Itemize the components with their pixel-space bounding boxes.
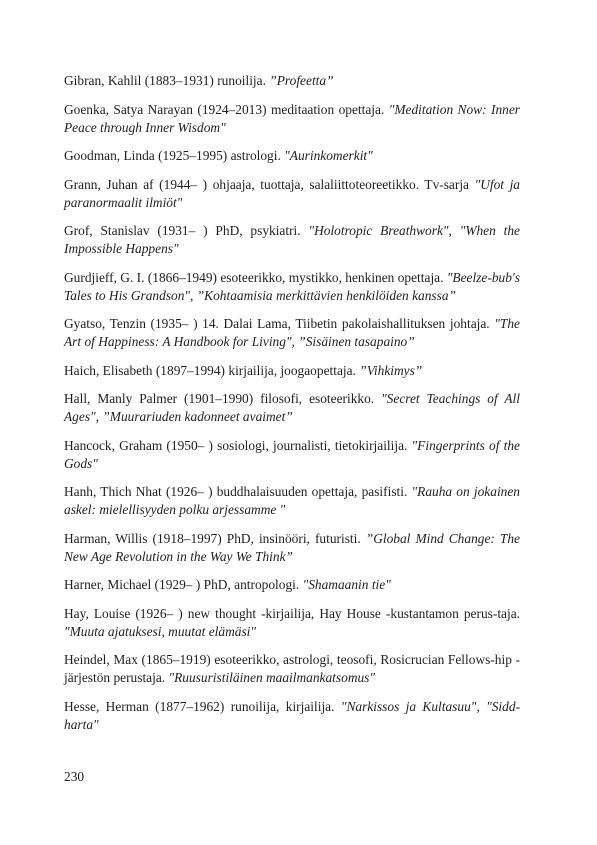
list-item (64, 315, 520, 351)
list-item (64, 576, 520, 594)
list-item (64, 101, 520, 137)
entry-work-titles: "Shamaanin tie" (302, 577, 391, 592)
entry-work-titles: "Secret Teachings of All Ages", ”Muurariuden kadonneet avaimet” (64, 391, 520, 424)
list-item (64, 222, 520, 258)
list-item (64, 362, 520, 380)
entry-description: Hay, Louise (1926– ) new thought -kirjailija, Hay House -kustantamon perus-taja. (64, 605, 520, 621)
entry-description: Hancock, Graham (1950– ) sosiologi, journalisti, tietokirjailija. (64, 437, 412, 453)
list-item (64, 72, 520, 90)
entry-description: Hanh, Thich Nhat (1926– ) buddhalaisuuden opettaja, pasifisti. (64, 484, 412, 499)
list-item (64, 651, 520, 687)
entry-description: Harner, Michael (1929– ) PhD, antropologi. (64, 577, 303, 592)
list-item (64, 530, 520, 566)
entry-work-titles: "Beelze-bub's Tales to His Grandson", ”Kohtaamisia merkittävien henkilöiden kanssa” (64, 269, 520, 303)
list-item (64, 269, 520, 305)
entry-work-titles: "Ufot ja paranormaalit ilmiöt" (64, 176, 520, 210)
entry-description: Harman, Willis (1918–1997) PhD, insinööri, futuristi. (64, 530, 366, 546)
entry-description: Gyatso, Tenzin (1935– ) 14. Dalai Lama, Tiibetin pakolaishallituksen johtaja. (64, 316, 495, 331)
entry-description: Gurdjieff, G. I. (1866–1949) esoteerikko, mystikko, henkinen opettaja. (64, 269, 447, 285)
entry-list (64, 72, 520, 744)
entry-work-titles: ”Vihkimys” (359, 362, 423, 378)
entry-description: Grann, Juhan af (1944– ) ohjaaja, tuottaja, salaliittoteoreetikko. Tv-sarja (64, 176, 475, 192)
entry-work-titles: "Narkissos ja Kultasuu", "Sidd-harta" (64, 698, 520, 732)
list-item (64, 698, 520, 734)
entry-work-titles: "Aurinkomerkit" (284, 148, 373, 163)
list-item (64, 147, 520, 165)
entry-description: Goenka, Satya Narayan (1924–2013) meditaation opettaja. (64, 101, 389, 117)
page-number: 230 (64, 769, 85, 784)
entry-work-titles: "The Art of Happiness: A Handbook for Living", ”Sisäinen tasapaino” (64, 316, 520, 349)
entry-description: Hall, Manly Palmer (1901–1990) filosofi, esoteerikko. (64, 391, 382, 406)
list-item (64, 483, 520, 519)
entry-description: Grof, Stanislav (1931– ) PhD, psykiatri. (64, 223, 309, 238)
list-item (64, 176, 520, 212)
entry-work-titles: ”Global Mind Change: The New Age Revolution in the Way We Think” (64, 530, 520, 564)
entry-work-titles: "Holotropic Breathwork", "When the Impossible Happens" (64, 223, 520, 256)
entry-work-titles: "Muuta ajatuksesi, muutat elämäsi" (64, 623, 257, 639)
entry-work-titles: "Meditation Now: Inner Peace through Inner Wisdom" (64, 101, 520, 135)
entry-description: Heindel, Max (1865–1919) esoteerikko, astrologi, teosofi, Rosicrucian Fellows-hip -järjestön perustaja. (64, 652, 520, 685)
entry-description: Hesse, Herman (1877–1962) runoilija, kirjailija. (64, 698, 341, 714)
list-item (64, 390, 520, 426)
entry-work-titles: "Rauha on jokainen askel: mielellisyyden polku arjessamme " (64, 484, 520, 517)
entry-description: Haich, Elisabeth (1897–1994) kirjailija, joogaopettaja. (64, 362, 360, 378)
entry-description: Gibran, Kahlil (1883–1931) runoilija. (64, 73, 270, 88)
list-item (64, 437, 520, 473)
entry-work-titles: "Ruusuristiläinen maailmankatsomus" (168, 670, 376, 685)
entry-work-titles: ”Profeetta” (269, 73, 334, 88)
list-item (64, 605, 520, 641)
entry-description: Goodman, Linda (1925–1995) astrologi. (64, 148, 285, 163)
entry-work-titles: "Fingerprints of the Gods" (64, 437, 520, 471)
